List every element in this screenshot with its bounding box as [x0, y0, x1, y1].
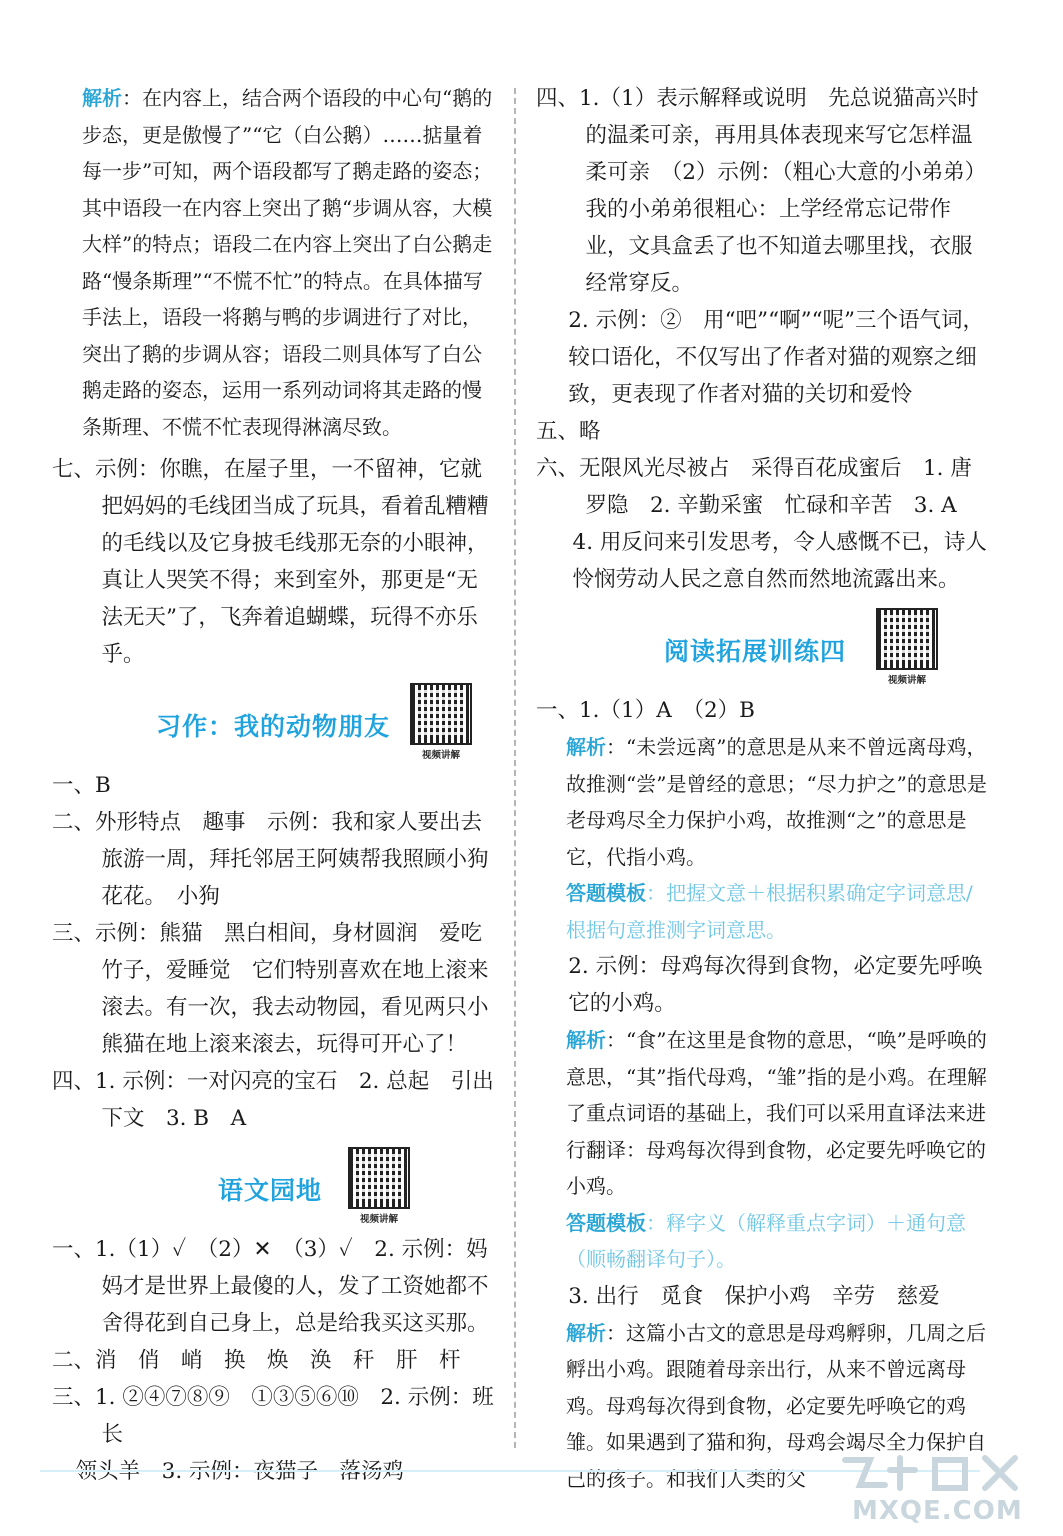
qr-code-icon[interactable]: [876, 608, 938, 670]
writing-q1: 一、B: [52, 773, 111, 798]
question-6b: 4. 用反问来引发思考，令人感慨不已，诗人怜悯劳动人民之意自然而然地流露出来。: [572, 530, 987, 592]
qr-caption: 视频讲解: [359, 1214, 398, 1225]
watermark-text: MXQE.COM: [852, 1496, 1023, 1526]
left-column: [52, 80, 497, 1490]
writing-q4: 四、1. 示例：一对闪亮的宝石 2. 总起 引出下文 3. B A: [52, 1069, 494, 1131]
qr-caption: 视频讲解: [887, 675, 926, 686]
section-header-writing: [52, 683, 497, 763]
question-4-2: 2. 示例：② 用“吧”“啊”“呢”三个语气词，较口语化，不仅写出了作者对猫的观察之细致，更表现了作者对猫的关切和爱怜: [568, 308, 985, 407]
right-column: [536, 80, 991, 1497]
analysis-tag: 解析: [82, 86, 122, 110]
analysis-text: ：这篇小古文的意思是母鸡孵卵，几周之后孵出小鸡。跟随着母亲出行，从来不曾远离母鸡。母鸡每次得到食物，必定要先呼唤它的鸡雏。如果遇到了猫和狗，母鸡会竭尽全力保护自己的孩子。和我们人类的父: [566, 1320, 986, 1491]
qr-caption: 视频讲解: [421, 750, 460, 761]
template-tag: 答题模板: [566, 881, 646, 905]
reading-template-2: [566, 1205, 991, 1278]
analysis-paragraph: [82, 80, 497, 445]
reading-q1: 一、1.（1）A （2）B: [536, 698, 755, 723]
reading-template-1: [566, 875, 991, 948]
analysis-tag: 解析: [566, 735, 606, 759]
section-header-reading: [536, 608, 991, 688]
section-header-garden: [52, 1147, 497, 1227]
question-5: 五、略: [536, 419, 601, 444]
template-text: ：把握文意＋根据积累确定字词意思/根据句意推测字词意思。: [566, 881, 973, 942]
analysis-tag: 解析: [566, 1320, 606, 1345]
writing-q3: 三、示例：熊猫 黑白相间，身材圆润 爱吃竹子，爱睡觉 它们特别喜欢在地上滚来滚去。有一次，我去动物园，看见两只小熊猫在地上滚来滚去，玩得可开心了！: [52, 921, 489, 1057]
garden-q3a: 三、1. ②④⑦⑧⑨ ①③⑤⑥⑩ 2. 示例：班长: [52, 1385, 494, 1447]
section-title-garden: 语文园地: [218, 1176, 323, 1205]
question-6a: 六、无限风光尽被占 采得百花成蜜后 1. 唐罗隐 2. 辛勤采蜜 忙碌和辛苦 3. A: [536, 456, 972, 518]
section-title-writing: 习作：我的动物朋友: [156, 712, 391, 741]
template-text: ：释字义（解释重点字词）＋通句意（顺畅翻译句子）。: [566, 1210, 966, 1271]
qr-code-icon[interactable]: [410, 683, 472, 745]
reading-q3: 3. 出行 觅食 保护小鸡 辛劳 慈爱: [568, 1283, 940, 1309]
analysis-text: ：在内容上，结合两个语段的中心句“鹅的步态，更是傲慢了”“它（白公鹅）……掂量着每一步”可知，两个语段都写了鹅走路的姿态；其中语段一在内容上突出了鹅“步调从容，大模大样”的特点；语段二在内容上突出了白公鹅走路“慢条斯理”“不慌不忙”的特点。在具体描写手法上，语段一将鹅与鸭的步调进行了对比，突出了鹅的步调从容；语段二则具体写了白公鹅走路的姿态，运用一系列动词将其走路的慢条斯理、不慌不忙表现得淋漓尽致。: [82, 86, 493, 439]
analysis-text: ：“未尝远离”的意思是从来不曾远离母鸡，故推测“尝”是曾经的意思；“尽力护之”的意思是老母鸡尽全力保护小鸡，故推测“之”的意思是它，代指小鸡。: [566, 735, 987, 869]
writing-q2: 二、外形特点 趣事 示例：我和家人要出去旅游一周，拜托邻居王阿姨帮我照顾小狗花花。 小狗: [52, 810, 489, 909]
analysis-tag: 解析: [566, 1028, 606, 1052]
section-title-reading: 阅读拓展训练四: [664, 637, 847, 666]
question-7: 七、示例：你瞧，在屋子里，一不留神，它就把妈妈的毛线团当成了玩具，看着乱糟糟的毛线以及它身披毛线那无奈的小眼神，真让人哭笑不得；来到室外，那更是“无法无天”了，飞奔着追蝴蝶，玩得不亦乐乎。: [52, 457, 489, 667]
garden-q3b: 领头羊 3. 示例：夜猫子 落汤鸡: [75, 1459, 404, 1484]
reading-analysis-1: [566, 729, 991, 875]
reading-q2: 2. 示例：母鸡每次得到食物，必定要先呼唤它的小鸡。: [568, 954, 983, 1016]
qr-code-icon[interactable]: [348, 1147, 410, 1209]
column-divider: [514, 88, 516, 1448]
template-tag: 答题模板: [566, 1210, 646, 1235]
garden-q2: 二、消 俏 峭 换 焕 涣 秆 肝 杆: [52, 1348, 461, 1373]
question-4: 四、1.（1）表示解释或说明 先总说猫高兴时的温柔可亲，再用具体表现来写它怎样温柔可亲 （2）示例：（粗心大意的小弟弟）我的小弟弟很粗心：上学经常忘记带作业，文具盒丢了也不知道去哪里找，衣服经常穿反。: [536, 86, 987, 296]
reading-analysis-2: [566, 1022, 991, 1205]
analysis-text: ：“食”在这里是食物的意思，“唤”是呼唤的意思，“其”指代母鸡，“雏”指的是小鸡。在理解了重点词语的基础上，我们可以采用直译法来进行翻译：母鸡每次得到食物，必定要先呼唤它的小鸡。: [566, 1028, 987, 1198]
garden-q1: 一、1.（1）✓ （2）✕ （3）✓ 2. 示例：妈妈才是世界上最傻的人，发了工资她都不舍得花到自己身上，总是给我买这买那。: [52, 1237, 489, 1336]
